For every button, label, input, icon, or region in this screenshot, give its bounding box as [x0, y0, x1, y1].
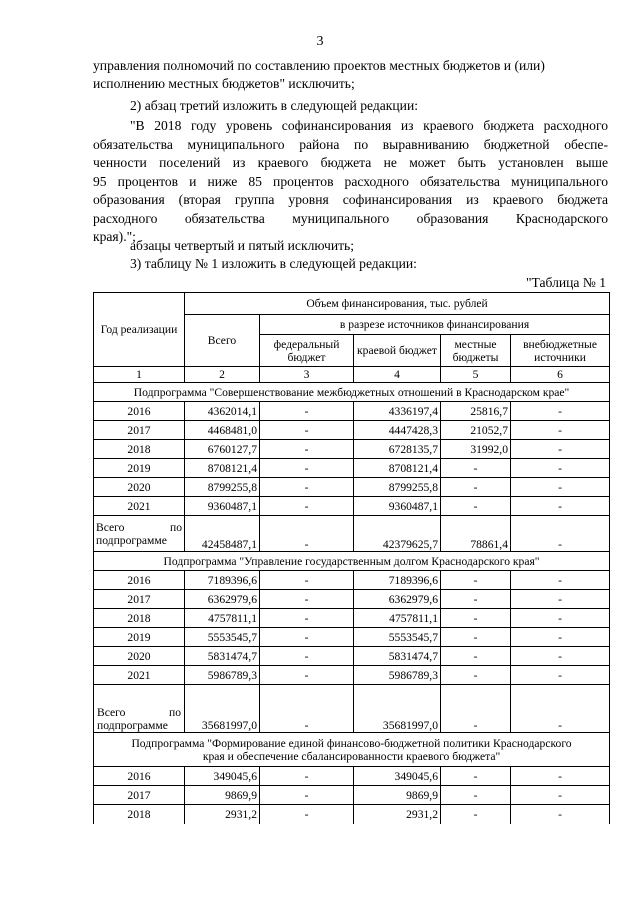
cell-regional: 9869,9 — [354, 786, 441, 805]
subprogram-title-line1: Подпрограмма "Формирование единой финансово-бюджетной политики Краснодарского — [131, 736, 572, 750]
cell-offbudget: - — [511, 685, 610, 733]
cell-offbudget: - — [511, 478, 610, 497]
header-by-source: в разрезе источников финансирования — [260, 315, 610, 335]
cell-federal: - — [260, 421, 354, 440]
cell-federal: - — [260, 571, 354, 590]
cell-federal: - — [260, 805, 354, 824]
col-number: 2 — [185, 367, 260, 383]
cell-total: 5986789,3 — [185, 666, 260, 685]
quote-line-5: образования (вторая группа уровня софинансирования из краевого бюджета — [93, 192, 608, 207]
cell-total: 4362014,1 — [185, 402, 260, 421]
cell-offbudget: - — [511, 628, 610, 647]
cell-regional: 8708121,4 — [354, 459, 441, 478]
cell-total: 9869,9 — [185, 786, 260, 805]
table-row — [94, 440, 610, 459]
cell-regional: 5831474,7 — [354, 647, 441, 666]
cell-year: 2017 — [94, 590, 185, 609]
cell-local: 21052,7 — [441, 421, 511, 440]
cell-total: 5553545,7 — [185, 628, 260, 647]
header-regional: краевой бюджет — [354, 335, 441, 367]
table-row — [94, 459, 610, 478]
cell-local: - — [441, 628, 511, 647]
cell-offbudget: - — [511, 786, 610, 805]
quote-line-4: 95 процентов и ниже 85 процентов расходного обязательства муниципального — [93, 174, 608, 189]
cell-local: 78861,4 — [441, 516, 511, 552]
cell-year: 2020 — [94, 647, 185, 666]
body-line-1: управления полномочий по составлению проектов местных бюджетов и (или) — [93, 58, 545, 73]
header-offbudget: внебюджетные источники — [511, 335, 610, 367]
cell-offbudget: - — [511, 516, 610, 552]
cell-federal: - — [260, 497, 354, 516]
table-caption: "Таблица № 1 — [525, 275, 606, 290]
cell-local: 25816,7 — [441, 402, 511, 421]
cell-local: 31992,0 — [441, 440, 511, 459]
col-number: 4 — [354, 367, 441, 383]
subprogram-title-line2: края и обеспечение сбалансированности краевого бюджета" — [202, 749, 501, 763]
table-row-total — [94, 516, 610, 552]
table-row — [94, 786, 610, 805]
cell-offbudget: - — [511, 440, 610, 459]
cell-year: 2021 — [94, 666, 185, 685]
cell-total: 8708121,4 — [185, 459, 260, 478]
cell-offbudget: - — [511, 767, 610, 786]
cell-local: - — [441, 786, 511, 805]
table-row — [94, 402, 610, 421]
cell-regional: 6362979,6 — [354, 590, 441, 609]
cell-federal: - — [260, 478, 354, 497]
cell-local: - — [441, 459, 511, 478]
quote-line-2: обязательства муниципального района по выравниванию бюджетной обеспе- — [93, 137, 608, 152]
cell-local: - — [441, 609, 511, 628]
table-row — [94, 478, 610, 497]
col-number: 1 — [94, 367, 185, 383]
col-number: 3 — [260, 367, 354, 383]
cell-year: 2018 — [94, 440, 185, 459]
total-label-line2: подпрограмме — [96, 533, 167, 547]
cell-regional: 9360487,1 — [354, 497, 441, 516]
cell-federal: - — [260, 590, 354, 609]
table-row — [94, 421, 610, 440]
cell-local: - — [441, 805, 511, 824]
cell-federal: - — [260, 647, 354, 666]
cell-total: 4757811,1 — [185, 609, 260, 628]
table-row — [94, 590, 610, 609]
cell-federal: - — [260, 609, 354, 628]
page-number: 3 — [316, 34, 324, 49]
cell-regional: 5553545,7 — [354, 628, 441, 647]
cell-federal: - — [260, 685, 354, 733]
cell-total: 35681997,0 — [185, 685, 260, 733]
table-row — [94, 666, 610, 685]
cell-offbudget: - — [511, 421, 610, 440]
cell-federal: - — [260, 459, 354, 478]
header-local: местные бюджеты — [441, 335, 511, 367]
table-row — [94, 767, 610, 786]
cell-offbudget: - — [511, 571, 610, 590]
cell-local: - — [441, 571, 511, 590]
cell-total: 9360487,1 — [185, 497, 260, 516]
cell-regional: 5986789,3 — [354, 666, 441, 685]
cell-regional: 4757811,1 — [354, 609, 441, 628]
col-number: 6 — [511, 367, 610, 383]
cell-federal: - — [260, 628, 354, 647]
cell-year: 2018 — [94, 805, 185, 824]
cell-federal: - — [260, 786, 354, 805]
cell-local: - — [441, 590, 511, 609]
table-row — [94, 628, 610, 647]
cell-total: 8799255,8 — [185, 478, 260, 497]
body-line-2: исполнению местных бюджетов" исключить; — [93, 76, 355, 91]
cell-year: 2019 — [94, 459, 185, 478]
table-row-total — [94, 685, 610, 733]
cell-year: 2016 — [94, 767, 185, 786]
col-number: 5 — [441, 367, 511, 383]
total-label-line2: подпрограмме — [97, 719, 168, 732]
cell-regional: 7189396,6 — [354, 571, 441, 590]
quote-line-1: "В 2018 году уровень софинансирования из краевого бюджета расходного — [130, 118, 608, 133]
subprogram-title: Подпрограмма "Совершенствование межбюджетных отношений в Краснодарском крае" — [94, 383, 610, 402]
cell-federal: - — [260, 666, 354, 685]
cell-regional: 42379625,7 — [354, 516, 441, 552]
cell-regional: 2931,2 — [354, 805, 441, 824]
header-year: Год реализации — [94, 293, 185, 367]
cell-offbudget: - — [511, 647, 610, 666]
cell-total: 6760127,7 — [185, 440, 260, 459]
cell-year: 2020 — [94, 478, 185, 497]
header-funding: Объем финансирования, тыс. рублей — [185, 293, 610, 315]
cell-year: 2016 — [94, 402, 185, 421]
cell-federal: - — [260, 767, 354, 786]
cell-local: - — [441, 666, 511, 685]
cell-offbudget: - — [511, 459, 610, 478]
cell-regional: 4336197,4 — [354, 402, 441, 421]
cell-regional: 4447428,3 — [354, 421, 441, 440]
cell-regional: 8799255,8 — [354, 478, 441, 497]
financing-table — [93, 292, 610, 824]
cell-local: - — [441, 767, 511, 786]
cell-year: 2017 — [94, 421, 185, 440]
body-line-3: 2) абзац третий изложить в следующей редакции: — [130, 98, 419, 113]
table-row — [94, 571, 610, 590]
table-row — [94, 647, 610, 666]
cell-total: 7189396,6 — [185, 571, 260, 590]
cell-offbudget: - — [511, 590, 610, 609]
cell-federal: - — [260, 440, 354, 459]
table-row — [94, 805, 610, 824]
cell-year: 2019 — [94, 628, 185, 647]
cell-federal: - — [260, 516, 354, 552]
cell-total: 5831474,7 — [185, 647, 260, 666]
cell-local: - — [441, 647, 511, 666]
body-line-5: 3) таблицу № 1 изложить в следующей редакции: — [130, 256, 417, 271]
quote-line-3: ченности поселений из краевого бюджета не может быть установлен выше — [93, 155, 608, 170]
cell-offbudget: - — [511, 609, 610, 628]
cell-total: 6362979,6 — [185, 590, 260, 609]
cell-offbudget: - — [511, 402, 610, 421]
header-federal: федеральный бюджет — [260, 335, 354, 367]
cell-regional: 6728135,7 — [354, 440, 441, 459]
quote-line-7: края)."; — [93, 229, 136, 244]
total-label-line1: Всего по — [96, 520, 182, 534]
cell-regional: 349045,6 — [354, 767, 441, 786]
cell-year: 2017 — [94, 786, 185, 805]
cell-total: 42458487,1 — [185, 516, 260, 552]
subprogram-title — [94, 733, 610, 767]
total-label-line1: Всего по — [97, 706, 181, 719]
cell-year: 2021 — [94, 497, 185, 516]
subprogram-title: Подпрограмма "Управление государственным долгом Краснодарского края" — [94, 552, 610, 571]
cell-offbudget: - — [511, 805, 610, 824]
table-row — [94, 497, 610, 516]
header-total: Всего — [185, 315, 260, 367]
cell-total: 349045,6 — [185, 767, 260, 786]
body-line-4: абзацы четвертый и пятый исключить; — [130, 238, 355, 253]
cell-local: - — [441, 685, 511, 733]
cell-year: 2018 — [94, 609, 185, 628]
cell-local: - — [441, 497, 511, 516]
cell-total: 4468481,0 — [185, 421, 260, 440]
cell-regional: 35681997,0 — [354, 685, 441, 733]
cell-total: 2931,2 — [185, 805, 260, 824]
cell-total-label — [94, 685, 185, 733]
cell-local: - — [441, 478, 511, 497]
table-row — [94, 609, 610, 628]
cell-offbudget: - — [511, 497, 610, 516]
quote-line-6: расходного обязательства муниципального образования Краснодарского — [93, 211, 608, 226]
cell-year: 2016 — [94, 571, 185, 590]
cell-total-label — [94, 516, 185, 552]
cell-federal: - — [260, 402, 354, 421]
cell-offbudget: - — [511, 666, 610, 685]
